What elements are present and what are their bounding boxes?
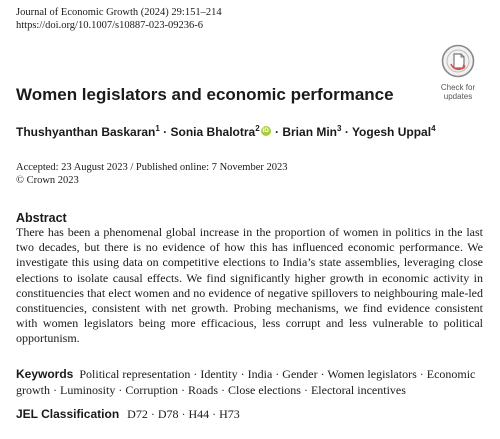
updates-label: updates: [443, 92, 473, 101]
copyright-notice: © Crown 2023: [16, 175, 79, 186]
author-name[interactable]: Thushyanthan Baskaran: [16, 125, 156, 139]
keywords-section: [16, 366, 483, 398]
check-for-updates-badge[interactable]: [432, 44, 484, 101]
keywords-label: Keywords: [16, 367, 74, 381]
author-name[interactable]: Brian Min: [282, 125, 338, 139]
check-for-label: Check for: [440, 83, 476, 92]
author-separator: ·: [344, 125, 349, 139]
affiliation-marker: 4: [431, 124, 436, 133]
journal-reference: Journal of Economic Growth (2024) 29:151–214: [16, 7, 222, 18]
abstract-text: There has been a phenomenal global increase in the proportion of women in politics in the last two decades, but there is no evidence of how this has influenced economic performance. We investigate this using data on competitive elections to India’s state assemblies, leveraging close elections to isolate causal effects. We find significantly higher growth in economic activity in constituencies that elect women and no evidence of negative spillovers to neighbouring male-led constituencies, consistent with net growth. Probing mechanisms, we find evidence consistent with women legislators being more efficacious, less corrupt and less vulnerable to political opportunism.: [16, 225, 483, 346]
check-for-updates-icon: [441, 44, 475, 78]
jel-classification: [16, 407, 240, 422]
doi-link[interactable]: https://doi.org/10.1007/s10887-023-09236-6: [16, 20, 204, 31]
affiliation-marker: 3: [337, 124, 342, 133]
author-separator: ·: [163, 125, 168, 139]
keywords-list: Political representation · Identity · India · Gender · Women legislators · Economic growth · Luminosity · Corruption · Roads · Close elections · Electoral incentives: [16, 367, 476, 397]
affiliation-marker: 2: [255, 124, 260, 133]
publication-dates: Accepted: 23 August 2023 / Published online: 7 November 2023: [16, 162, 288, 173]
author-name[interactable]: Sonia Bhalotra: [170, 125, 256, 139]
orcid-icon[interactable]: iD: [262, 127, 269, 134]
paper-title: Women legislators and economic performance: [16, 85, 394, 104]
author-list: [16, 121, 436, 140]
abstract-heading: Abstract: [16, 211, 67, 225]
author-separator: ·: [275, 125, 279, 139]
jel-codes: D72 · D78 · H44 · H73: [127, 407, 240, 421]
author-name[interactable]: Yogesh Uppal: [351, 125, 432, 139]
affiliation-marker: 1: [155, 124, 160, 133]
jel-label: JEL Classification: [16, 407, 120, 421]
